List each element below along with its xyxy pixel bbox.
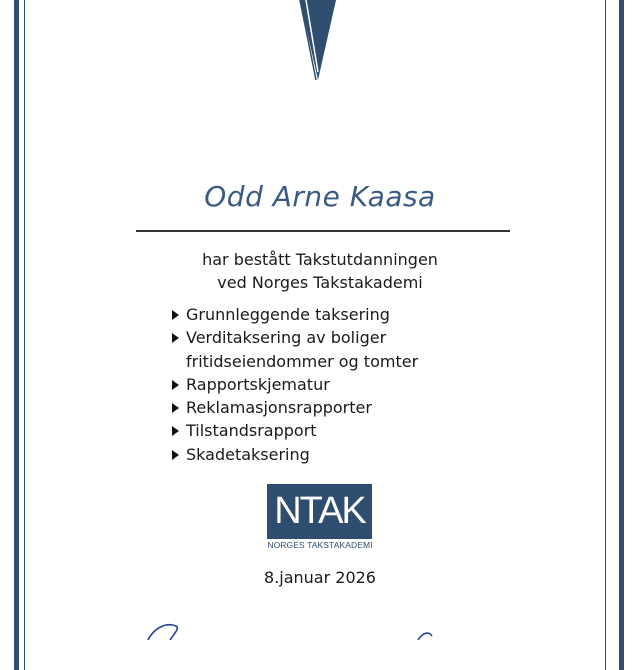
- certificate-date: 8.januar 2026: [264, 568, 376, 587]
- signature: [140, 616, 450, 640]
- course-item: [170, 443, 418, 466]
- course-label: Tilstandsrapport: [186, 421, 317, 441]
- divider: [136, 230, 510, 232]
- arrow-bullet-icon: [172, 310, 179, 320]
- intro-line-2: ved Norges Takstakademi: [217, 273, 423, 292]
- course-item: [170, 373, 418, 396]
- course-label: fritidseiendommer og tomter: [186, 351, 419, 371]
- course-label: Rapportskjematur: [186, 374, 330, 394]
- arrow-bullet-icon: [172, 426, 179, 436]
- course-label: Verditaksering av boliger: [186, 328, 387, 348]
- course-item: [170, 396, 418, 419]
- course-item: [170, 419, 418, 442]
- arrow-bullet-icon: [172, 380, 179, 390]
- course-item-continuation: [170, 350, 418, 373]
- course-label: Reklamasjonsrapporter: [186, 398, 372, 418]
- arrow-bullet-icon: [172, 403, 179, 413]
- recipient-name: Odd Arne Kaasa: [204, 180, 436, 213]
- ribbon-decoration: [296, 0, 340, 84]
- logo-subtitle: NORGES TAKSTAKADEMI: [267, 540, 373, 550]
- intro-text: [190, 248, 450, 294]
- course-item: [170, 326, 418, 349]
- course-item: [170, 303, 418, 326]
- intro-line-1: har bestått Takstutdanningen: [202, 250, 438, 269]
- arrow-bullet-icon: [172, 450, 179, 460]
- course-label: Grunnleggende taksering: [186, 305, 390, 324]
- course-list: [170, 303, 418, 466]
- arrow-bullet-icon: [172, 333, 179, 343]
- course-label: Skadetaksering: [186, 444, 310, 464]
- ntak-logo: NTAK: [267, 484, 372, 539]
